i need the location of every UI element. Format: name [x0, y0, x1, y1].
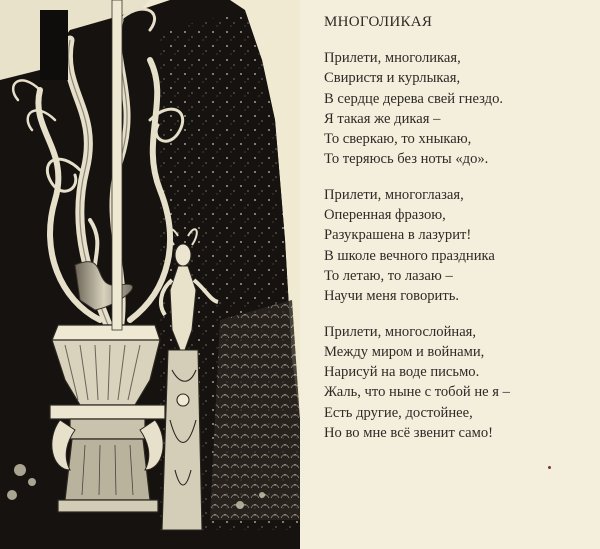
poem-line: Оперенная фразою,	[324, 207, 446, 224]
stanza-3	[324, 322, 586, 444]
poem-line: Свиристя и курлыкая,	[324, 70, 461, 87]
stanza-1	[324, 48, 586, 170]
poem-line: Прилети, многоглазая,	[324, 186, 464, 203]
poem-line: Но во мне всё звенит само!	[324, 425, 494, 442]
poem-line: В сердце дерева свей гнездо.	[324, 90, 504, 107]
stanza-2	[324, 185, 586, 307]
poem-line: Научи меня говорить.	[324, 288, 460, 305]
poem-line: Жаль, что ныне с тобой не я –	[324, 384, 510, 401]
poem-line: Прилети, многоликая,	[324, 50, 461, 66]
poem-line: В школе вечного праздника	[324, 247, 495, 264]
poem-line: То сверкаю, то хныкаю,	[324, 131, 472, 148]
poem-line: Разукрашена в лазурит!	[324, 227, 472, 244]
poem-line: То летаю, то лазаю –	[324, 267, 453, 284]
paper-speck	[548, 466, 551, 469]
poem-line: Есть другие, достойнее,	[324, 404, 473, 421]
poem-line: Прилети, многослойная,	[324, 323, 477, 340]
poem	[324, 14, 586, 458]
poem-line: Между миром и войнами,	[324, 343, 485, 360]
poem-line: То теряюсь без ноты «до».	[324, 151, 489, 168]
poem-line: Нарисуй на воде письмо.	[324, 364, 480, 381]
poem-title: МНОГОЛИКАЯ	[324, 14, 433, 30]
poem-line: Я такая же дикая –	[324, 110, 441, 127]
